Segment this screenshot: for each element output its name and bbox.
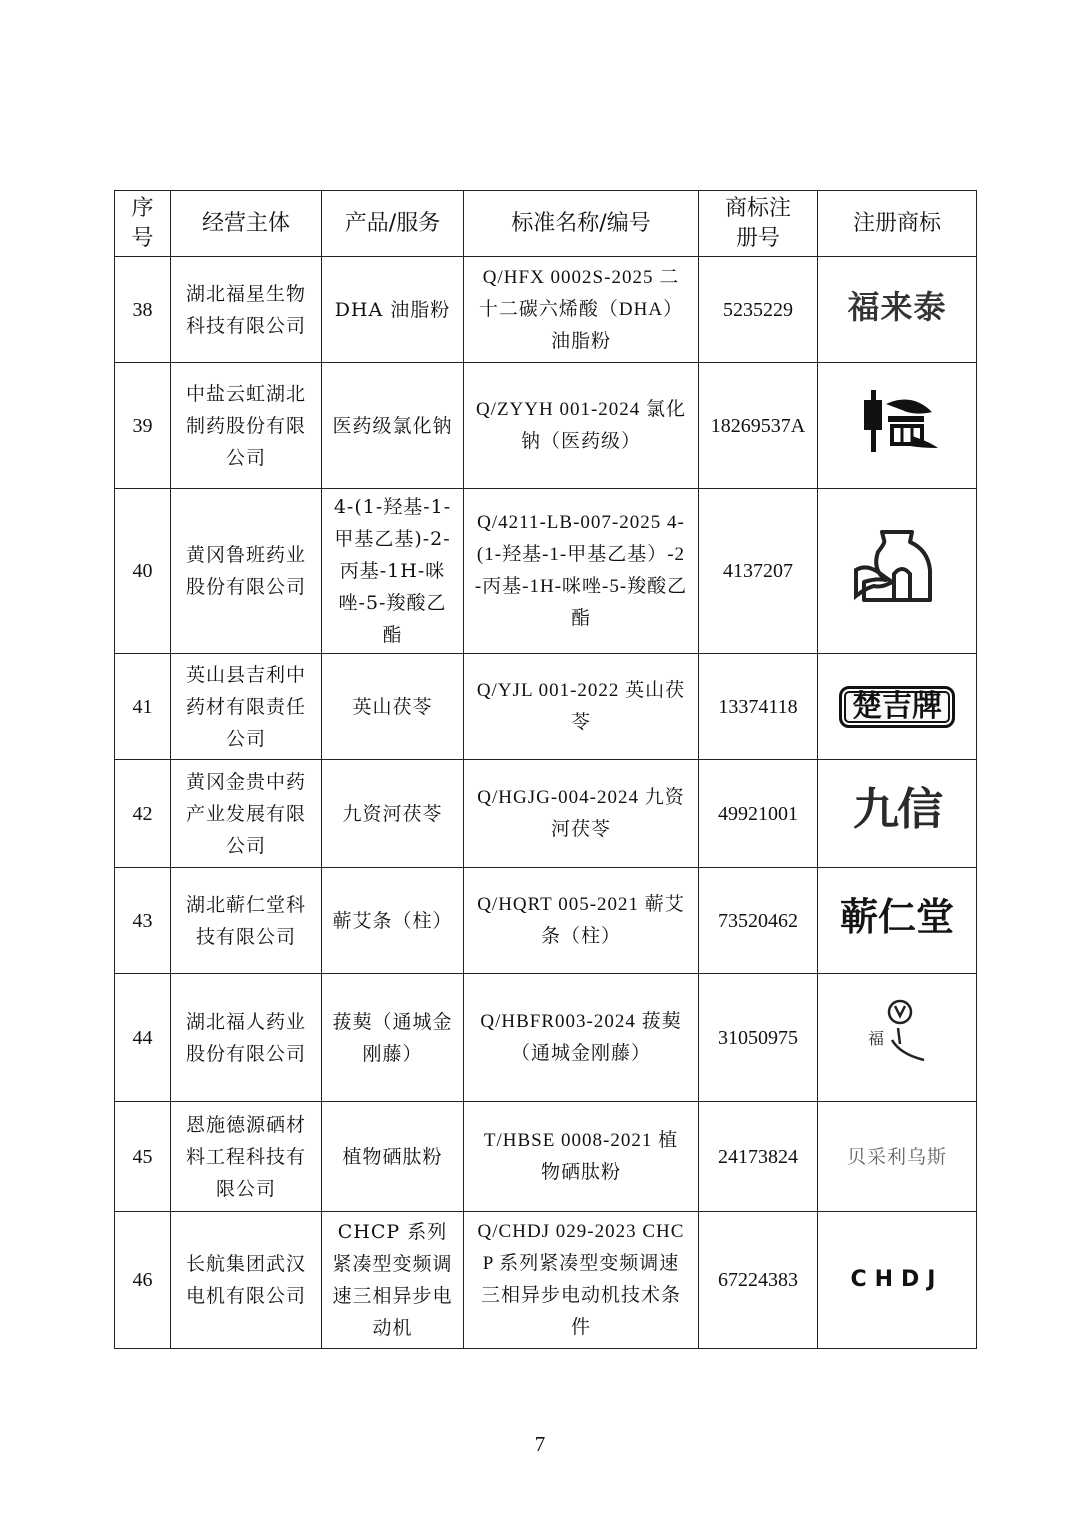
cell-trademark (818, 489, 977, 654)
cell-standard: Q/HBFR003-2024 菝葜（通城金刚藤） (464, 974, 699, 1102)
furen-logo (862, 998, 932, 1068)
zhongyan-logo (852, 386, 942, 456)
table-row (115, 257, 977, 363)
cell-seq: 45 (115, 1102, 171, 1212)
cell-product: CHCP 系列紧凑型变频调速三相异步电动机 (322, 1212, 464, 1349)
chujipai-logo: 楚吉牌 (839, 686, 955, 728)
beicailiwusi-logo: 贝采利乌斯 (846, 1145, 947, 1168)
cell-seq: 40 (115, 489, 171, 654)
cell-product: 植物硒肽粉 (322, 1102, 464, 1212)
cell-product: 医药级氯化钠 (322, 363, 464, 489)
cell-seq: 42 (115, 760, 171, 868)
header-trademark: 注册商标 (818, 191, 977, 257)
cell-seq: 41 (115, 654, 171, 760)
cell-entity: 黄冈鲁班药业股份有限公司 (171, 489, 322, 654)
table-row (115, 489, 977, 654)
cell-trademark (818, 257, 977, 363)
page-number: 7 (534, 1432, 546, 1456)
cell-reg-no: 18269537A (699, 363, 818, 489)
cell-trademark (818, 868, 977, 974)
cell-product: DHA 油脂粉 (322, 257, 464, 363)
cell-seq: 38 (115, 257, 171, 363)
table-row (115, 363, 977, 489)
cell-product: 英山茯苓 (322, 654, 464, 760)
cell-reg-no: 4137207 (699, 489, 818, 654)
cell-standard: Q/4211-LB-007-2025 4-(1-羟基-1-甲基乙基）-2-丙基-1H-咪唑-5-羧酸乙酯 (464, 489, 699, 654)
cell-trademark (818, 1102, 977, 1212)
cell-trademark (818, 1212, 977, 1349)
header-reg-no: 商标注册号 (699, 191, 818, 257)
cell-trademark (818, 760, 977, 868)
cell-reg-no: 49921001 (699, 760, 818, 868)
table-row (115, 974, 977, 1102)
cell-standard: Q/HQRT 005-2021 蕲艾条（柱） (464, 868, 699, 974)
header-seq: 序号 (115, 191, 171, 257)
cell-product: 菝葜（通城金刚藤） (322, 974, 464, 1102)
header-entity: 经营主体 (171, 191, 322, 257)
cell-reg-no: 31050975 (699, 974, 818, 1102)
cell-seq: 46 (115, 1212, 171, 1349)
cell-standard: Q/HGJG-004-2024 九资河茯苓 (464, 760, 699, 868)
cell-standard: T/HBSE 0008-2021 植物硒肽粉 (464, 1102, 699, 1212)
cell-standard: Q/HFX 0002S-2025 二十二碳六烯酸（DHA）油脂粉 (464, 257, 699, 363)
cell-entity: 湖北蕲仁堂科技有限公司 (171, 868, 322, 974)
cell-standard: Q/ZYYH 001-2024 氯化钠（医药级） (464, 363, 699, 489)
header-product: 产品/服务 (322, 191, 464, 257)
cell-trademark (818, 654, 977, 760)
cell-entity: 恩施德源硒材料工程科技有限公司 (171, 1102, 322, 1212)
table-row (115, 1102, 977, 1212)
cell-standard: Q/YJL 001-2022 英山茯苓 (464, 654, 699, 760)
fulaitai-logo: 福来泰 (847, 288, 947, 326)
cell-reg-no: 24173824 (699, 1102, 818, 1212)
table-row (115, 760, 977, 868)
cell-trademark (818, 363, 977, 489)
cell-entity: 中盐云虹湖北制药股份有限公司 (171, 363, 322, 489)
cell-reg-no: 67224383 (699, 1212, 818, 1349)
cell-entity: 湖北福星生物科技有限公司 (171, 257, 322, 363)
cell-trademark (818, 974, 977, 1102)
cell-reg-no: 73520462 (699, 868, 818, 974)
cell-product: 蕲艾条（柱） (322, 868, 464, 974)
qirentang-logo: 蕲仁堂 (839, 894, 954, 939)
cell-seq: 44 (115, 974, 171, 1102)
cell-standard: Q/CHDJ 029-2023 CHCP 系列紧凑型变频调速三相异步电动机技术条件 (464, 1212, 699, 1349)
cell-seq: 39 (115, 363, 171, 489)
cell-entity: 黄冈金贵中药产业发展有限公司 (171, 760, 322, 868)
jiuxin-logo: 九信 (852, 783, 942, 835)
cell-seq: 43 (115, 868, 171, 974)
table-row (115, 654, 977, 760)
table-row (115, 868, 977, 974)
cell-entity: 长航集团武汉电机有限公司 (171, 1212, 322, 1349)
table-row (115, 1212, 977, 1349)
chdj-logo: CHDJ (850, 1267, 944, 1292)
cell-reg-no: 13374118 (699, 654, 818, 760)
furen-logo-text-fu: 福 (868, 1028, 886, 1048)
table-header-row (115, 191, 977, 257)
trademark-standards-table (114, 190, 977, 1349)
cell-product: 九资河茯苓 (322, 760, 464, 868)
luban-logo (852, 526, 942, 606)
cell-product: 4-(1-羟基-1-甲基乙基)-2-丙基-1H-咪唑-5-羧酸乙酯 (322, 489, 464, 654)
cell-entity: 湖北福人药业股份有限公司 (171, 974, 322, 1102)
cell-entity: 英山县吉利中药材有限责任公司 (171, 654, 322, 760)
header-standard: 标准名称/编号 (464, 191, 699, 257)
cell-reg-no: 5235229 (699, 257, 818, 363)
